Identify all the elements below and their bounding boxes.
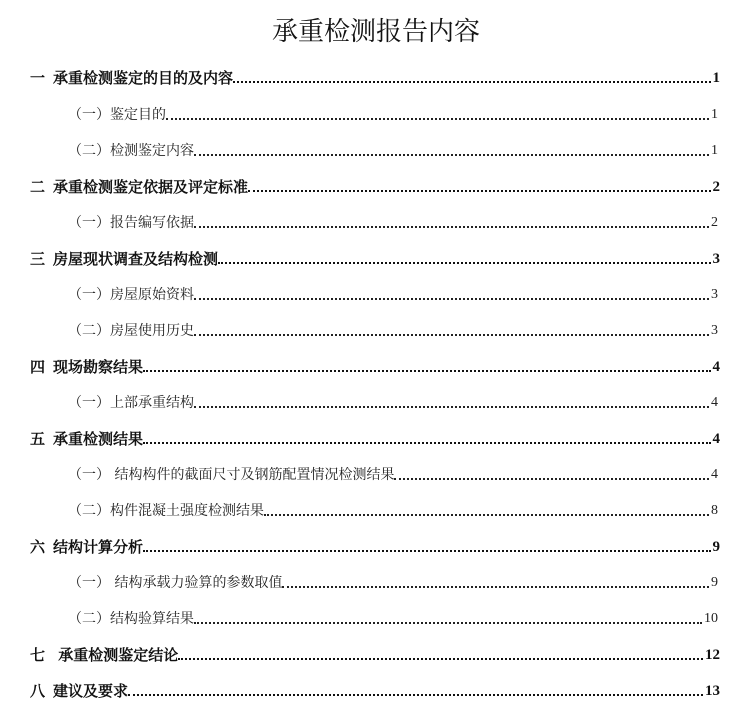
toc-page-number: 8	[711, 503, 718, 518]
toc-label: 现场勘察结果	[53, 358, 144, 376]
toc-entry-section-1[interactable]	[0, 60, 752, 88]
toc-entry-subsection[interactable]	[0, 277, 752, 305]
toc-page-number: 3	[712, 251, 720, 267]
toc-label: 报告编写依据	[110, 215, 194, 231]
toc-number: （二）	[68, 323, 110, 339]
toc-number: （一）	[68, 575, 110, 591]
dot-leader	[233, 68, 710, 84]
toc-page-number: 13	[705, 683, 720, 699]
toc-label: 结构承载力验算的参数取值	[110, 575, 283, 591]
toc-label: 房屋现状调查及结构检测	[53, 250, 219, 268]
toc-page-number: 4	[711, 467, 718, 482]
toc-entry-section-3[interactable]	[0, 241, 752, 269]
toc-entry-section-2[interactable]	[0, 169, 752, 197]
toc-number: 三	[30, 250, 46, 268]
toc-page-number: 9	[712, 539, 720, 555]
toc-number: （一）	[68, 215, 110, 231]
toc-page-number: 9	[711, 575, 718, 590]
toc-page-number: 10	[704, 611, 718, 626]
dot-leader	[194, 393, 709, 409]
dot-leader	[394, 465, 709, 481]
dot-leader	[143, 537, 710, 553]
toc-number: 四	[30, 358, 46, 376]
toc-page-number: 4	[711, 395, 718, 410]
toc-label: 承重检测鉴定的目的及内容	[53, 69, 234, 87]
toc-entry-section-4[interactable]	[0, 349, 752, 377]
toc-label: 承重检测鉴定依据及评定标准	[53, 178, 249, 196]
toc-number: 七	[30, 646, 46, 664]
toc-label: 检测鉴定内容	[110, 143, 194, 159]
toc-entry-section-7[interactable]	[0, 637, 752, 665]
toc-page-number: 12	[705, 647, 720, 663]
dot-leader	[178, 645, 703, 661]
toc-label: 鉴定目的	[110, 107, 166, 123]
toc-number: （一）	[68, 467, 110, 483]
toc-page-number: 3	[711, 287, 718, 302]
toc-entry-subsection[interactable]	[0, 133, 752, 161]
toc-number: 二	[30, 178, 46, 196]
toc-number: （一）	[68, 287, 110, 303]
toc-label: 建议及要求	[53, 682, 129, 700]
toc-page-number: 1	[712, 70, 720, 86]
toc-entry-subsection[interactable]	[0, 313, 752, 341]
toc-number: 一	[30, 69, 46, 87]
dot-leader	[143, 429, 710, 445]
dot-leader	[194, 285, 709, 301]
dot-leader	[194, 609, 702, 625]
toc-page-number: 1	[711, 107, 718, 122]
toc-label: 结构验算结果	[110, 611, 194, 627]
document-title: 承重检测报告内容	[271, 17, 480, 47]
toc-page-number: 2	[712, 179, 720, 195]
toc-entry-section-5[interactable]	[0, 421, 752, 449]
dot-leader	[264, 501, 709, 517]
toc-label: 承重检测鉴定结论	[53, 646, 179, 664]
toc-entry-section-8[interactable]	[0, 673, 752, 701]
toc-entry-section-6[interactable]	[0, 529, 752, 557]
dot-leader	[248, 177, 710, 193]
toc-number: （一）	[68, 395, 110, 411]
toc-page-number: 4	[712, 431, 720, 447]
toc-page-number: 4	[712, 359, 720, 375]
toc-entry-subsection[interactable]	[0, 385, 752, 413]
dot-leader	[194, 213, 709, 229]
dot-leader	[282, 573, 709, 589]
dot-leader	[194, 141, 709, 157]
toc-label: 房屋原始资料	[110, 287, 194, 303]
dot-leader	[166, 105, 709, 121]
toc-entry-subsection[interactable]	[0, 565, 752, 593]
toc-entry-subsection[interactable]	[0, 493, 752, 521]
toc-number: 六	[30, 538, 46, 556]
toc-label: 结构构件的截面尺寸及钢筋配置情况检测结果	[110, 467, 395, 483]
toc-number: 五	[30, 430, 46, 448]
toc-label: 上部承重结构	[110, 395, 194, 411]
toc-page-number: 3	[711, 323, 718, 338]
toc-entry-subsection[interactable]	[0, 205, 752, 233]
dot-leader	[194, 321, 709, 337]
toc-label: 承重检测结果	[53, 430, 144, 448]
toc-label: 房屋使用历史	[110, 323, 194, 339]
toc-number: （二）	[68, 611, 110, 627]
dot-leader	[128, 681, 703, 697]
toc-label: 构件混凝土强度检测结果	[110, 503, 264, 519]
toc-label: 结构计算分析	[53, 538, 144, 556]
toc-entry-subsection[interactable]	[0, 97, 752, 125]
dot-leader	[143, 357, 710, 373]
dot-leader	[218, 249, 710, 265]
toc-number: （二）	[68, 503, 110, 519]
toc-number: （一）	[68, 107, 110, 123]
toc-entry-subsection[interactable]	[0, 457, 752, 485]
toc-number: 八	[30, 682, 46, 700]
toc-page-number: 1	[711, 143, 718, 158]
toc-entry-subsection[interactable]	[0, 601, 752, 629]
toc-page-number: 2	[711, 215, 718, 230]
toc-number: （二）	[68, 143, 110, 159]
